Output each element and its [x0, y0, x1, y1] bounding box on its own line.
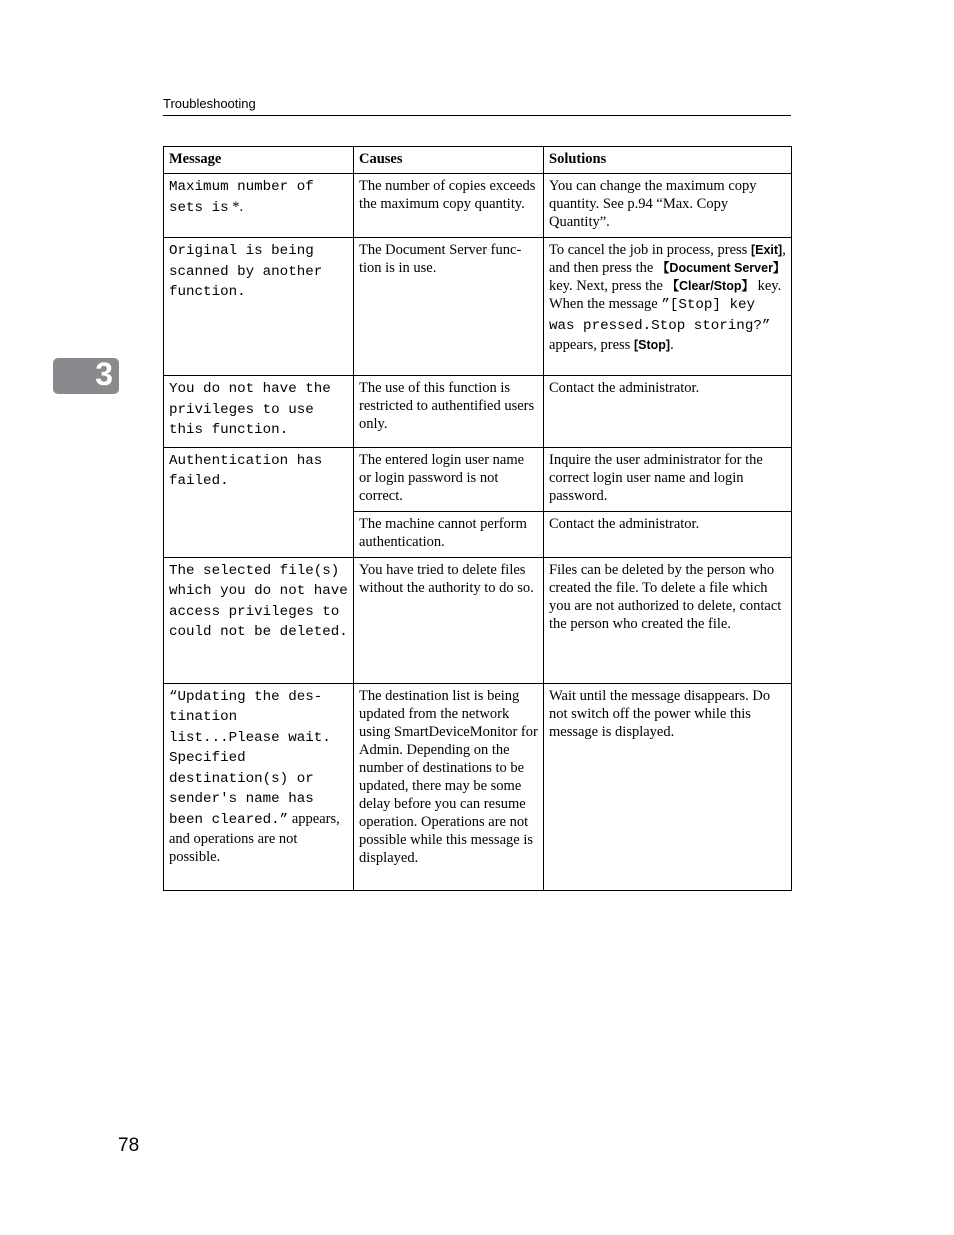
- chapter-number: 3: [95, 356, 113, 392]
- solution-cell: You can change the maximum copy quantity. See p.94 “Max. Copy Quantity”.: [544, 174, 792, 238]
- table-row: [164, 376, 792, 448]
- header-causes: Causes: [354, 147, 544, 174]
- solution-text: To cancel the job in process, press: [549, 242, 751, 258]
- message-text: You do not have the privileges to use this function.: [169, 381, 331, 438]
- message-text: Maximum number of sets is: [169, 179, 314, 216]
- page-number: 78: [118, 1135, 140, 1156]
- cause-cell: The use of this function is restricted to authentified users only.: [354, 376, 544, 448]
- message-text: “Updating the destination list...Please wait. Specified destination(s) or sender's name has been cleared.”: [169, 688, 331, 828]
- message-tail: *.: [228, 198, 244, 215]
- message-cell: [164, 174, 354, 238]
- solution-text: , and then press the: [549, 242, 786, 276]
- table-row: [164, 447, 792, 511]
- message-tail: appears, and operations are not possible.: [169, 810, 340, 865]
- solution-cell: Inquire the user administrator for the correct login user name and login password.: [544, 447, 792, 511]
- header-solutions: Solutions: [544, 147, 792, 174]
- message-text: Authentication has failed.: [169, 452, 323, 489]
- table-row: [164, 238, 792, 376]
- table-row: [164, 683, 792, 890]
- solution-cell: Contact the administrator.: [544, 511, 792, 557]
- solution-text: key. Next, press the: [549, 278, 667, 294]
- message-cell: [164, 376, 354, 448]
- chapter-tab: [53, 358, 119, 394]
- stop-message-text: ”[Stop] key was pressed.Stop storing?”: [549, 297, 771, 334]
- table-row: [164, 174, 792, 238]
- cause-cell: The destination list is being updated from the network using SmartDeviceMonitor for Admin. Depending on the number of destinations to be updated, there may be some delay before you can resume operation. Operations are not possible while this message is displayed.: [354, 683, 544, 890]
- cause-cell: You have tried to delete files without the authority to do so.: [354, 557, 544, 683]
- solution-cell: [544, 238, 792, 376]
- solution-cell: Files can be deleted by the person who created the file. To delete a file which you are not authorized to delete, contact the person who created the file.: [544, 557, 792, 683]
- section-title: Troubleshooting: [163, 96, 256, 111]
- troubleshooting-table: [163, 146, 792, 891]
- cause-cell: The entered login user name or login password is not correct.: [354, 447, 544, 511]
- table-row: [164, 557, 792, 683]
- cause-cell: The number of copies exceeds the maximum copy quantity.: [354, 174, 544, 238]
- cause-cell: The Document Server function is in use.: [354, 238, 544, 376]
- document-server-key: 【Document Server】: [656, 261, 786, 275]
- solution-text: key. When the message: [549, 278, 782, 312]
- message-cell: [164, 557, 354, 683]
- message-text: The selected file(s) which you do not have access privileges to could not be deleted.: [169, 562, 348, 640]
- table-header-row: [164, 147, 792, 174]
- solution-text: appears, press: [549, 337, 634, 353]
- message-cell: [164, 447, 354, 557]
- header-message: Message: [164, 147, 354, 174]
- running-header: [163, 96, 791, 116]
- exit-key: [Exit]: [750, 243, 783, 257]
- message-cell: [164, 683, 354, 890]
- solution-text: .: [670, 337, 674, 353]
- cause-cell: The machine cannot perform authentication.: [354, 511, 544, 557]
- clear-stop-key: 【Clear/Stop】: [666, 279, 754, 293]
- solution-cell: Wait until the message disappears. Do not switch off the power while this message is displayed.: [544, 683, 792, 890]
- solution-cell: Contact the administrator.: [544, 376, 792, 448]
- stop-key: [Stop]: [633, 338, 671, 352]
- message-cell: [164, 238, 354, 376]
- message-text: Original is being scanned by another function.: [169, 243, 323, 300]
